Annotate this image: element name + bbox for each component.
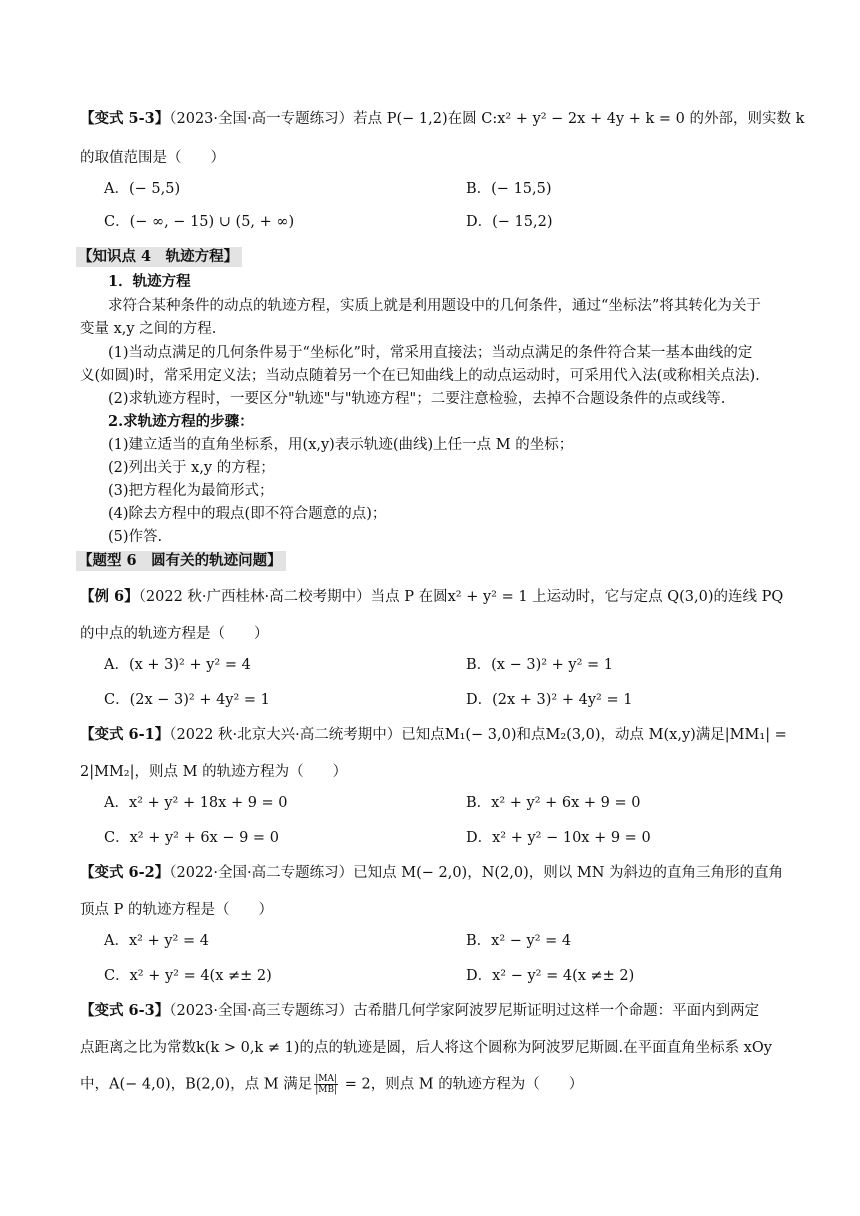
question-5-3-line1: 【变式 5-3】（2023·全国·高一专题练习）若点 P(− 1,2)在圆 C:x² + y² − 2x + 4y + k = 0 的外部，则实数 k xyxy=(80,110,805,127)
option-a: A．x² + y² = 4 xyxy=(104,933,209,949)
question-6-2-line1: 【变式 6-2】（2022·全国·高二专题练习）已知点 M(− 2,0)，N(2,0)，则以 MN 为斜边的直角三角形的直角 xyxy=(80,864,784,881)
question-6-2-line2: 顶点 P 的轨迹方程是（ ） xyxy=(80,902,273,918)
option-d: D．(2x + 3)² + 4y² = 1 xyxy=(466,692,633,708)
question-tag: 【变式 5-3】 xyxy=(80,110,170,127)
question-6-3-line1: 【变式 6-3】（2023·全国·高三专题练习）古希腊几何学家阿波罗尼斯证明过这样一个命题：平面内到两定 xyxy=(80,1002,760,1019)
option-c: C．(2x − 3)² + 4y² = 1 xyxy=(104,692,270,708)
fraction-denominator: |MB| xyxy=(315,1085,338,1095)
section-header-knowledge-4: 【知识点 4 轨迹方程】 xyxy=(76,247,242,267)
question-6-3-line2: 点距离之比为常数k(k > 0,k ≠ 1)的点的轨迹是圆，后人将这个圆称为阿波罗尼斯圆.在平面直角坐标系 xOy xyxy=(80,1040,772,1056)
question-5-3-line2: 的取值范围是（ ） xyxy=(80,150,225,166)
question-6-1-line1: 【变式 6-1】（2022 秋·北京大兴·高二统考期中）已知点M₁(− 3,0)和点M₂(3,0)，动点 M(x,y)满足|MM₁| = xyxy=(80,726,787,743)
example-6-line1: 【例 6】（2022 秋·广西桂林·高二校考期中）当点 P 在圆x² + y² = 1 上运动时，它与定点 Q(3,0)的连线 PQ xyxy=(80,588,784,605)
paragraph-3: (2)求轨迹方程时，一要区分"轨迹"与"轨迹方程"；二要注意检验，去掉不合题设条件的点或线等. xyxy=(108,391,726,407)
option-a: A．(− 5,5) xyxy=(104,181,181,197)
option-d: D．x² + y² − 10x + 9 = 0 xyxy=(466,830,651,846)
section-header-type-6: 【题型 6 圆有关的轨迹问题】 xyxy=(76,551,286,571)
option-a: A．x² + y² + 18x + 9 = 0 xyxy=(104,795,288,811)
question-tag: 【例 6】 xyxy=(80,588,139,605)
paragraph-1a: 求符合某种条件的动点的轨迹方程，实质上就是利用题设中的几何条件，通过“坐标法”将其转化为关于 xyxy=(108,298,761,314)
question-tag: 【变式 6-3】 xyxy=(80,1002,170,1019)
paragraph-2b: 义(如圆)时，常采用定义法；当动点随着另一个在已知曲线上的动点运动时，可采用代入法(或称相关点法). xyxy=(80,368,760,384)
example-6-line2: 的中点的轨迹方程是（ ） xyxy=(80,626,269,642)
paragraph-2a: (1)当动点满足的几何条件易于“坐标化”时，常采用直接法；当动点满足的条件符合某一基本曲线的定 xyxy=(108,345,753,361)
option-c: C．(− ∞, − 15) ∪ (5, + ∞) xyxy=(104,214,295,230)
question-tag: 【变式 6-2】 xyxy=(80,864,170,881)
fraction xyxy=(314,1074,338,1095)
step-2: (2)列出关于 x,y 的方程； xyxy=(108,460,275,476)
step-1: (1)建立适当的直角坐标系，用(x,y)表示轨迹(曲线)上任一点 M 的坐标； xyxy=(108,437,574,453)
question-tag: 【变式 6-1】 xyxy=(80,726,170,743)
option-a: A．(x + 3)² + y² = 4 xyxy=(104,657,251,673)
option-b: B．(x − 3)² + y² = 1 xyxy=(466,657,614,673)
step-3: (3)把方程化为最简形式； xyxy=(108,483,274,499)
option-c: C．x² + y² + 6x − 9 = 0 xyxy=(104,830,279,846)
paragraph-1b: 变量 x,y 之间的方程. xyxy=(80,321,217,337)
option-b: B．(− 15,5) xyxy=(466,181,552,197)
question-6-3-line3: 中，A(− 4,0)，B(2,0)，点 M 满足 $\frac{|MA|}{|MB|}$ = 2，则点 M 的轨迹方程为（ ） xyxy=(80,1074,584,1095)
option-d: D．x² − y² = 4(x ≠± 2) xyxy=(466,968,635,984)
option-d: D．(− 15,2) xyxy=(466,214,553,230)
question-6-1-line2: 2|MM₂|，则点 M 的轨迹方程为（ ） xyxy=(80,764,348,780)
option-c: C．x² + y² = 4(x ≠± 2) xyxy=(104,968,272,984)
option-b: B．x² + y² + 6x + 9 = 0 xyxy=(466,795,641,811)
step-5: (5)作答. xyxy=(108,529,163,545)
fraction-numerator: |MA| xyxy=(315,1074,338,1084)
subheading-steps: 2.求轨迹方程的步骤： xyxy=(108,413,254,430)
subheading-trajectory: 1．轨迹方程 xyxy=(108,273,191,290)
option-b: B．x² − y² = 4 xyxy=(466,933,572,949)
step-4: (4)除去方程中的瑕点(即不符合题意的点)； xyxy=(108,506,387,522)
